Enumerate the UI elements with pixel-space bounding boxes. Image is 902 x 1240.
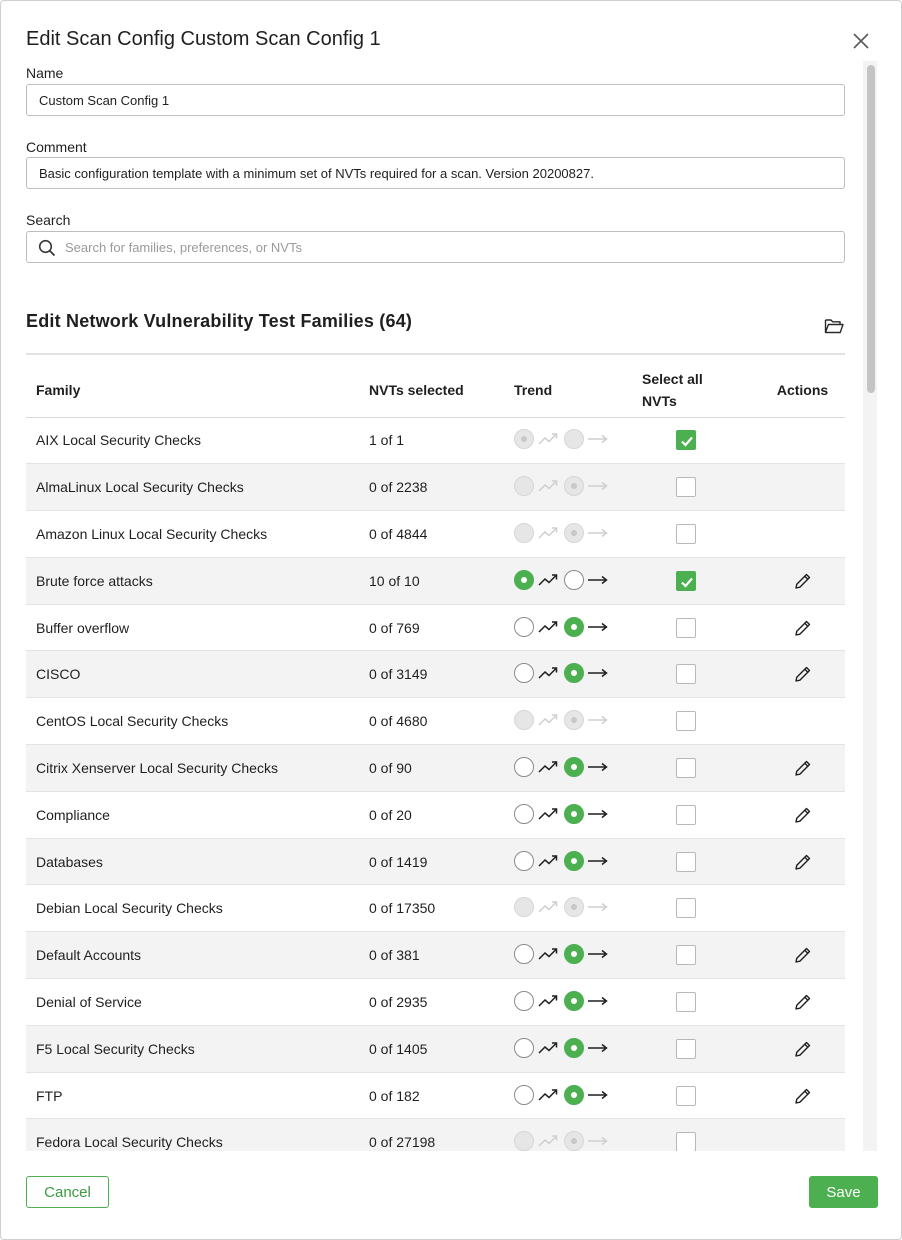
trend-cell xyxy=(504,791,632,838)
trend-control xyxy=(514,475,614,497)
select-all-cell xyxy=(632,979,760,1026)
nvts-selected: 0 of 4844 xyxy=(359,511,504,558)
trend-growing-icon xyxy=(534,944,564,964)
comment-input[interactable] xyxy=(26,157,845,189)
trend-growing-radio xyxy=(514,710,534,730)
actions-cell xyxy=(760,417,845,464)
family-name: Debian Local Security Checks xyxy=(26,885,359,932)
actions-cell xyxy=(760,1119,845,1151)
table-row xyxy=(26,885,845,932)
trend-cell xyxy=(504,1119,632,1151)
trend-cell xyxy=(504,604,632,651)
save-button[interactable]: Save xyxy=(809,1176,878,1208)
search-input[interactable] xyxy=(63,232,833,262)
trend-growing-icon xyxy=(534,617,564,637)
trend-static-radio[interactable] xyxy=(564,757,584,777)
trend-static-radio[interactable] xyxy=(564,1038,584,1058)
checkmark-icon xyxy=(679,574,695,590)
header-actions: Actions xyxy=(760,364,845,417)
select-all-checkbox[interactable] xyxy=(676,477,696,497)
trend-cell xyxy=(504,557,632,604)
trend-growing-icon xyxy=(534,991,564,1011)
trend-static-icon xyxy=(584,476,614,496)
select-all-checkbox[interactable] xyxy=(676,758,696,778)
nvts-selected: 0 of 182 xyxy=(359,1072,504,1119)
trend-control xyxy=(514,1037,614,1059)
actions-cell xyxy=(760,557,845,604)
trend-growing-radio[interactable] xyxy=(514,991,534,1011)
trend-static-icon xyxy=(584,944,614,964)
actions-cell xyxy=(760,1072,845,1119)
trend-cell xyxy=(504,464,632,511)
trend-static-icon xyxy=(584,1085,614,1105)
trend-growing-icon xyxy=(534,897,564,917)
folder-open-icon[interactable] xyxy=(824,317,844,335)
actions-cell xyxy=(760,511,845,558)
nvts-selected: 0 of 90 xyxy=(359,745,504,792)
trend-cell xyxy=(504,932,632,979)
select-all-checkbox[interactable] xyxy=(676,805,696,825)
trend-control xyxy=(514,428,614,450)
dialog-content xyxy=(1,61,863,1151)
trend-growing-radio[interactable] xyxy=(514,1085,534,1105)
name-label: Name xyxy=(26,65,64,81)
trend-static-icon xyxy=(584,710,614,730)
select-all-checkbox[interactable] xyxy=(676,711,696,731)
trend-static-icon xyxy=(584,757,614,777)
select-all-cell xyxy=(632,511,760,558)
name-input[interactable] xyxy=(26,84,845,116)
trend-control xyxy=(514,990,614,1012)
trend-static-icon xyxy=(584,1131,614,1151)
trend-cell xyxy=(504,651,632,698)
family-name: Databases xyxy=(26,838,359,885)
actions-cell xyxy=(760,791,845,838)
nvts-selected: 0 of 769 xyxy=(359,604,504,651)
trend-static-radio[interactable] xyxy=(564,1085,584,1105)
table-row xyxy=(26,698,845,745)
trend-control xyxy=(514,522,614,544)
select-all-cell xyxy=(632,1072,760,1119)
trend-static-icon xyxy=(584,663,614,683)
trend-control xyxy=(514,756,614,778)
trend-static-radio[interactable] xyxy=(564,804,584,824)
trend-growing-radio[interactable] xyxy=(514,804,534,824)
select-all-checkbox[interactable] xyxy=(676,664,696,684)
trend-static-icon xyxy=(584,617,614,637)
select-all-cell xyxy=(632,838,760,885)
select-all-cell xyxy=(632,557,760,604)
trend-growing-icon xyxy=(534,757,564,777)
trend-growing-icon xyxy=(534,1038,564,1058)
table-row xyxy=(26,1119,845,1151)
trend-static-radio[interactable] xyxy=(564,851,584,871)
actions-cell xyxy=(760,698,845,745)
nvts-selected: 0 of 27198 xyxy=(359,1119,504,1151)
trend-growing-radio[interactable] xyxy=(514,944,534,964)
nvts-selected: 0 of 1419 xyxy=(359,838,504,885)
actions-cell xyxy=(760,1025,845,1072)
close-button[interactable] xyxy=(847,27,875,55)
nvts-selected: 0 of 2935 xyxy=(359,979,504,1026)
edit-icon[interactable] xyxy=(793,805,813,825)
select-all-checkbox[interactable] xyxy=(676,430,696,450)
family-name: Citrix Xenserver Local Security Checks xyxy=(26,745,359,792)
table-row xyxy=(26,417,845,464)
edit-icon[interactable] xyxy=(793,1039,813,1059)
family-name: FTP xyxy=(26,1072,359,1119)
edit-icon[interactable] xyxy=(793,992,813,1012)
table-row xyxy=(26,511,845,558)
trend-static-radio[interactable] xyxy=(564,617,584,637)
trend-cell xyxy=(504,1025,632,1072)
select-all-checkbox[interactable] xyxy=(676,618,696,638)
actions-cell xyxy=(760,979,845,1026)
trend-growing-icon xyxy=(534,476,564,496)
actions-cell xyxy=(760,651,845,698)
trend-growing-icon xyxy=(534,663,564,683)
section-divider xyxy=(26,353,845,355)
table-row xyxy=(26,651,845,698)
family-name: AlmaLinux Local Security Checks xyxy=(26,464,359,511)
trend-growing-radio[interactable] xyxy=(514,757,534,777)
trend-growing-radio[interactable] xyxy=(514,663,534,683)
trend-cell xyxy=(504,838,632,885)
trend-static-icon xyxy=(584,804,614,824)
select-all-checkbox[interactable] xyxy=(676,524,696,544)
select-all-cell xyxy=(632,651,760,698)
edit-icon[interactable] xyxy=(793,758,813,778)
trend-growing-radio[interactable] xyxy=(514,617,534,637)
trend-static-radio xyxy=(564,523,584,543)
nvts-selected: 1 of 1 xyxy=(359,417,504,464)
trend-control xyxy=(514,1084,614,1106)
family-name: Buffer overflow xyxy=(26,604,359,651)
trend-static-radio[interactable] xyxy=(564,570,584,590)
trend-cell xyxy=(504,511,632,558)
checkmark-icon xyxy=(679,433,695,449)
trend-static-radio[interactable] xyxy=(564,944,584,964)
edit-icon[interactable] xyxy=(793,945,813,965)
trend-control xyxy=(514,616,614,638)
search-label: Search xyxy=(26,212,71,228)
nvts-selected: 10 of 10 xyxy=(359,557,504,604)
trend-control xyxy=(514,709,614,731)
actions-cell xyxy=(760,745,845,792)
select-all-checkbox[interactable] xyxy=(676,945,696,965)
family-name: Brute force attacks xyxy=(26,557,359,604)
select-all-cell xyxy=(632,417,760,464)
trend-cell xyxy=(504,417,632,464)
trend-control xyxy=(514,1130,614,1151)
edit-icon[interactable] xyxy=(793,571,813,591)
family-name: Fedora Local Security Checks xyxy=(26,1119,359,1151)
select-all-cell xyxy=(632,1025,760,1072)
trend-cell xyxy=(504,745,632,792)
table-row xyxy=(26,557,845,604)
trend-cell xyxy=(504,885,632,932)
family-name: AIX Local Security Checks xyxy=(26,417,359,464)
trend-growing-icon xyxy=(534,804,564,824)
actions-cell xyxy=(760,932,845,979)
select-all-cell xyxy=(632,791,760,838)
header-select-all[interactable] xyxy=(632,364,760,417)
table-row xyxy=(26,791,845,838)
trend-static-radio[interactable] xyxy=(564,663,584,683)
family-name: Default Accounts xyxy=(26,932,359,979)
table-row xyxy=(26,979,845,1026)
select-all-checkbox[interactable] xyxy=(676,898,696,918)
select-all-cell xyxy=(632,604,760,651)
edit-icon[interactable] xyxy=(793,618,813,638)
edit-icon[interactable] xyxy=(793,852,813,872)
family-name: CISCO xyxy=(26,651,359,698)
select-all-cell xyxy=(632,932,760,979)
section-title: Edit Network Vulnerability Test Families (64) xyxy=(26,311,413,331)
table-row xyxy=(26,932,845,979)
table-row xyxy=(26,745,845,792)
trend-static-icon xyxy=(584,570,614,590)
select-all-checkbox[interactable] xyxy=(676,571,696,591)
trend-cell xyxy=(504,698,632,745)
trend-growing-radio xyxy=(514,1131,534,1151)
nvts-selected: 0 of 1405 xyxy=(359,1025,504,1072)
select-all-cell xyxy=(632,1119,760,1151)
trend-control xyxy=(514,896,614,918)
actions-cell xyxy=(760,604,845,651)
trend-static-radio[interactable] xyxy=(564,991,584,1011)
trend-growing-icon xyxy=(534,851,564,871)
select-all-checkbox[interactable] xyxy=(676,852,696,872)
family-name: F5 Local Security Checks xyxy=(26,1025,359,1072)
families-table xyxy=(26,364,845,1151)
trend-growing-radio xyxy=(514,897,534,917)
trend-growing-icon xyxy=(534,1085,564,1105)
header-family[interactable]: Family xyxy=(26,364,359,417)
trend-static-icon xyxy=(584,851,614,871)
select-all-checkbox[interactable] xyxy=(676,1132,696,1151)
dialog-title: Edit Scan Config Custom Scan Config 1 xyxy=(26,28,381,50)
trend-cell xyxy=(504,1072,632,1119)
trend-static-radio xyxy=(564,1131,584,1151)
trend-growing-radio xyxy=(514,476,534,496)
table-row xyxy=(26,464,845,511)
comment-label: Comment xyxy=(26,139,87,155)
select-all-checkbox[interactable] xyxy=(676,1086,696,1106)
header-select-all-line1: Select all xyxy=(642,371,703,388)
trend-growing-icon xyxy=(534,570,564,590)
trend-growing-icon xyxy=(534,429,564,449)
actions-cell xyxy=(760,885,845,932)
family-name: Compliance xyxy=(26,791,359,838)
select-all-checkbox[interactable] xyxy=(676,992,696,1012)
trend-control xyxy=(514,943,614,965)
nvts-selected: 0 of 4680 xyxy=(359,698,504,745)
trend-growing-radio xyxy=(514,429,534,449)
table-row xyxy=(26,604,845,651)
select-all-cell xyxy=(632,698,760,745)
trend-static-icon xyxy=(584,523,614,543)
header-nvts-selected[interactable]: NVTs selected xyxy=(359,364,504,417)
trend-growing-icon xyxy=(534,523,564,543)
actions-cell xyxy=(760,464,845,511)
nvts-selected: 0 of 2238 xyxy=(359,464,504,511)
trend-static-radio xyxy=(564,897,584,917)
edit-icon[interactable] xyxy=(793,664,813,684)
search-icon xyxy=(38,239,56,257)
nvts-selected: 0 of 3149 xyxy=(359,651,504,698)
trend-static-icon xyxy=(584,991,614,1011)
trend-control xyxy=(514,850,614,872)
family-name: CentOS Local Security Checks xyxy=(26,698,359,745)
trend-static-icon xyxy=(584,897,614,917)
select-all-checkbox[interactable] xyxy=(676,1039,696,1059)
edit-icon[interactable] xyxy=(793,1086,813,1106)
scrollbar-thumb[interactable] xyxy=(867,65,875,393)
trend-growing-radio[interactable] xyxy=(514,851,534,871)
trend-static-radio xyxy=(564,710,584,730)
nvts-selected: 0 of 17350 xyxy=(359,885,504,932)
trend-growing-radio[interactable] xyxy=(514,570,534,590)
cancel-button[interactable]: Cancel xyxy=(26,1176,109,1208)
select-all-cell xyxy=(632,885,760,932)
trend-growing-icon xyxy=(534,1131,564,1151)
header-trend[interactable]: Trend xyxy=(504,364,632,417)
trend-growing-icon xyxy=(534,710,564,730)
nvts-selected: 0 of 381 xyxy=(359,932,504,979)
trend-growing-radio xyxy=(514,523,534,543)
trend-static-radio xyxy=(564,476,584,496)
trend-control xyxy=(514,662,614,684)
table-row xyxy=(26,1072,845,1119)
trend-static-icon xyxy=(584,429,614,449)
family-name: Amazon Linux Local Security Checks xyxy=(26,511,359,558)
trend-static-radio xyxy=(564,429,584,449)
trend-growing-radio[interactable] xyxy=(514,1038,534,1058)
trend-control xyxy=(514,569,614,591)
trend-cell xyxy=(504,979,632,1026)
header-select-all-line2: NVTs xyxy=(642,393,677,410)
table-row xyxy=(26,838,845,885)
families-table-body xyxy=(26,417,845,1151)
search-field xyxy=(26,231,845,263)
select-all-cell xyxy=(632,745,760,792)
actions-cell xyxy=(760,838,845,885)
table-row xyxy=(26,1025,845,1072)
family-name: Denial of Service xyxy=(26,979,359,1026)
close-icon xyxy=(847,27,875,55)
select-all-cell xyxy=(632,464,760,511)
table-header-row xyxy=(26,364,845,417)
trend-static-icon xyxy=(584,1038,614,1058)
nvts-selected: 0 of 20 xyxy=(359,791,504,838)
trend-control xyxy=(514,803,614,825)
